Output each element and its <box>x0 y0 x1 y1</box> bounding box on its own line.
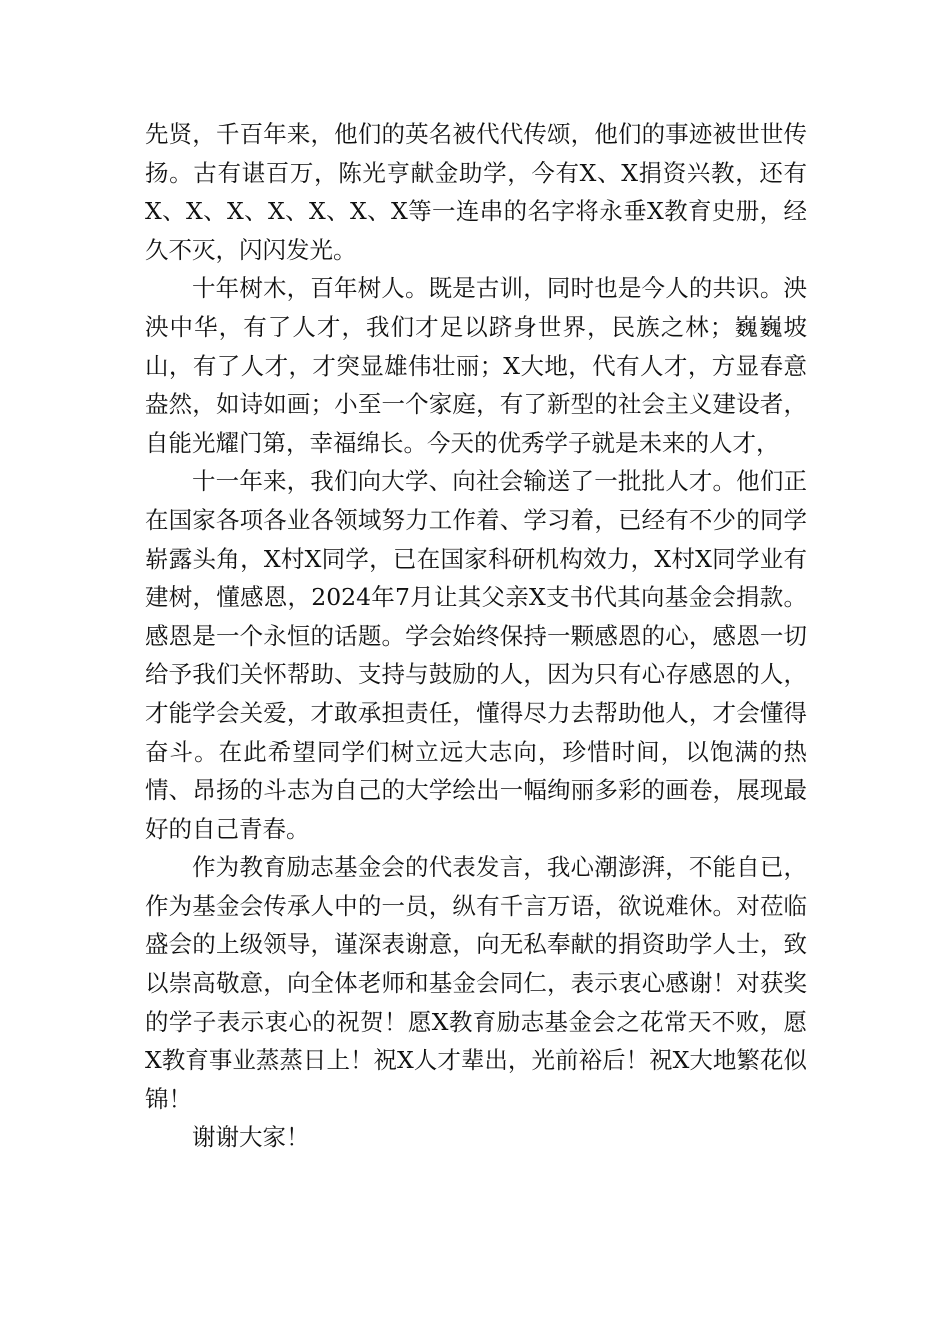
paragraph-thanks: 作为教育励志基金会的代表发言，我心潮澎湃，不能自已，作为基金会传承人中的一员，纵有千言万语，欲说难休。对莅临盛会的上级领导，谨深表谢意，向无私奉献的捐资助学人士，致以崇高敬意，向全体老师和基金会同仁，表示衷心感谢！对获奖的学子表示衷心的祝贺！愿X教育励志基金会之花常天不败，愿X教育事业蒸蒸日上！祝X人才辈出，光前裕后！祝X大地繁花似锦！ <box>145 853 807 1113</box>
paragraph-closing: 谢谢大家！ <box>192 1123 310 1152</box>
document-page <box>145 115 807 1157</box>
paragraph-gratitude: 十一年来，我们向大学、向社会输送了一批批人才。他们正在国家各项各业各领域努力工作着、学习着，已经有不少的同学崭露头角，X村X同学，已在国家科研机构效力，X村X同学业有建树，懂感恩，2024年7月让其父亲X支书代其向基金会捐款。感恩是一个永恒的话题。学会始终保持一颗感恩的心，感恩一切给予我们关怀帮助、支持与鼓励的人，因为只有心存感恩的人，才能学会关爱，才敢承担责任，懂得尽力去帮助他人，才会懂得奋斗。在此希望同学们树立远大志向，珍惜时间，以饱满的热情、昂扬的斗志为自己的大学绘出一幅绚丽多彩的画卷，展现最好的自己青春。 <box>145 467 807 843</box>
paragraph-continued: 先贤，千百年来，他们的英名被代代传颂，他们的事迹被世世传扬。古有谌百万，陈光亨献金助学，今有X、X捐资兴教，还有X、X、X、X、X、X、X等一连串的名字将永垂X教育史册，经久不灭，闪闪发光。 <box>145 120 807 264</box>
paragraph-talent: 十年树木，百年树人。既是古训，同时也是今人的共识。泱泱中华，有了人才，我们才足以跻身世界，民族之林；巍巍坡山，有了人才，才突显雄伟壮丽；X大地，代有人才，方显春意盎然，如诗如画；小至一个家庭，有了新型的社会主义建设者，自能光耀门第，幸福绵长。今天的优秀学子就是未来的人才， <box>145 274 807 457</box>
